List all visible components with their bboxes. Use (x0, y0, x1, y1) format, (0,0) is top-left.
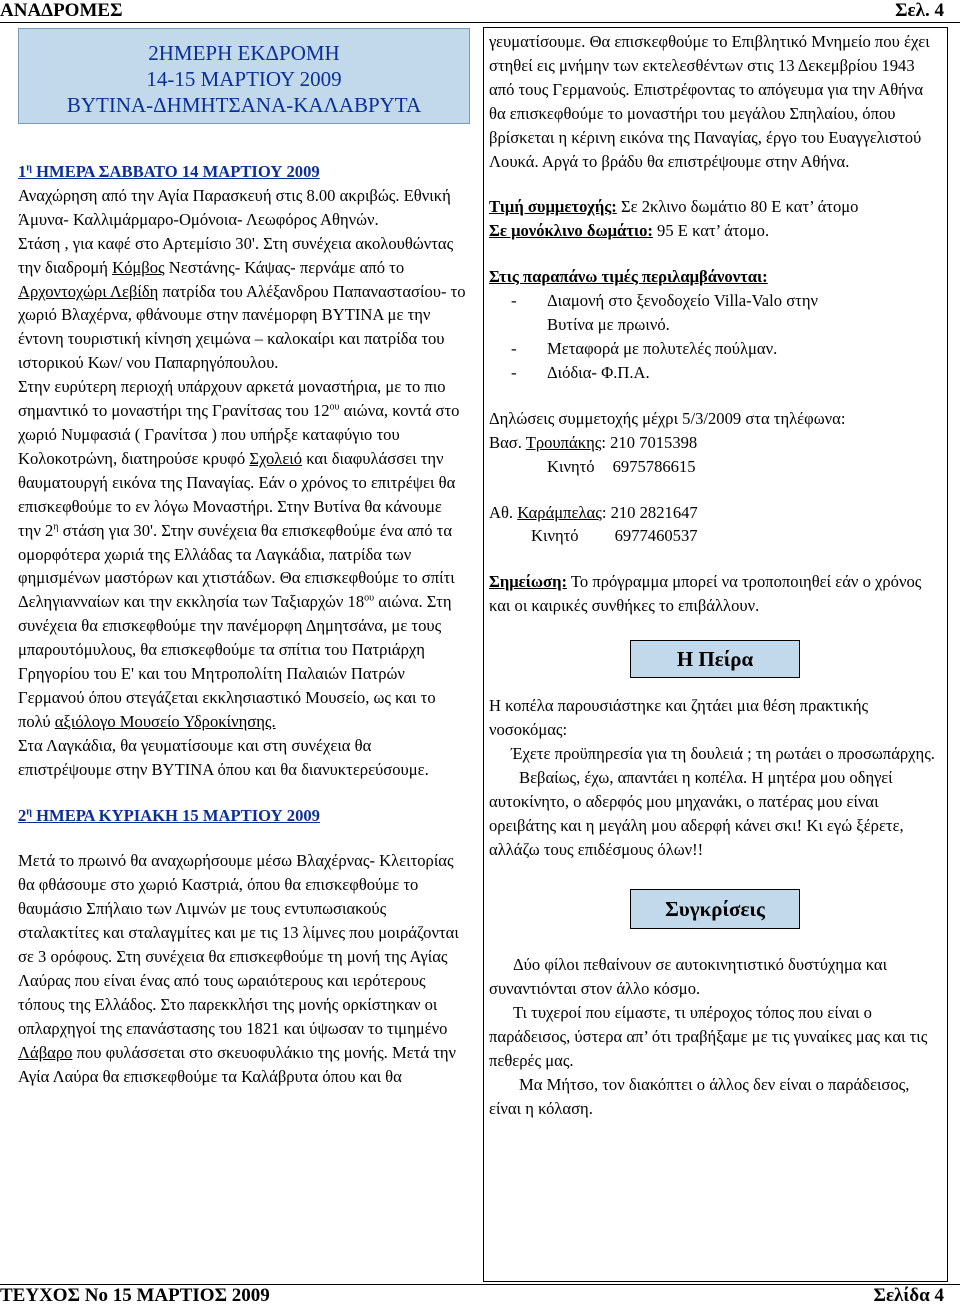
sygkriseis-title: Συγκρίσεις (665, 897, 765, 922)
link-kombos[interactable]: Κόμβος (112, 257, 165, 277)
peira-paragraph-3: Βεβαίως, έχω, απαντάει η κοπέλα. Η μητέρα μου οδηγεί αυτοκίνητο, ο αδερφός μου μηχανάκι, ο πατέρας μου είναι ορειβάτης και η μεγάλη μου αδερφή κάνει σκι! Κι εγώ ξέρετε, αλλάζω τους επιδέσμους όλων!! (489, 767, 904, 859)
list-item: - Διόδια- Φ.Π.Α. (511, 362, 650, 382)
left-column (18, 160, 468, 1089)
includes-list (489, 289, 941, 385)
day2-continued: γευματίσουμε. Θα επισκεφθούμε το Επιβλητικό Μνημείο που έχει στηθεί εις μνήμην των εκτελεσθέντων στις 13 Δεκεμβρίου 1943 από τους Γερμανούς. Επιστρέφοντας το απόγευμα για την Αθήνα θα επισκεφθούμε το μοναστήρι του μεγάλου Σπηλαίου, όπου βρίσκεται η κέρινη εικόνα της Παναγίας, έργο του Ευαγγελιστού Λουκά. Αργά το βράδυ θα επιστρέψουμε στην Αθήνα. (489, 32, 930, 171)
sygkriseis-paragraph-1: Δύο φίλοι πεθαίνουν σε αυτοκινητιστικό δυστύχημα και συναντιόνται στον άλλο κόσμο. (489, 955, 888, 999)
day1-monasteries: Στην ευρύτερη περιοχή υπάρχουν αρκετά μοναστήρια, με το πιο σημαντικό το μοναστήρι της Γρανίτσας του $12^{o\upsilon}$ αιώνα, κοντά στο χωριό Νυμφασιά ( Γρανίτσα ) που υπήρξε καταφύγιο του Κολοκοτρώνη, διατηρούσε κρυφό Σχολειό και διαφυλάσσει την θαυματουργή εικόνα της Παναγίας. Εάν ο χρόνος το επιτρέψει θα επισκεφθούμε το εν λόγω Μοναστήρι. Στην Βυτίνα θα κάνουμε την $2^\eta$ στάση για 30'. Στην συνέχεια θα επισκεφθούμε ένα από τα ομορφότερα χωριά της Ελλάδας τα Λαγκάδια, πατρίδα των φημισμένων μαστόρων και χτιστάδων. Θα επισκεφθούμε το σπίτι Δεληγιανναίων και την εκκλησία των Ταξιαρχών $18^{o\upsilon}$ αιώνα. Στη συνέχεια θα επισκεφθούμε την πανέμορφη Δημητσάνα, με τους μπαρουτόμυλους, θα επισκεφθούμε τα σπίτια του Πατριάρχη Γρηγορίου του Ε' και του Μητροπολίτη Παλαιών Πατρών Γερμανού όπου στεγάζεται εκκλησιαστικό Μουσείο, ως και το πολύ αξιόλογο Μουσείο Υδροκίνησης. (18, 377, 460, 731)
link-lavaro[interactable]: Λάβαρο (18, 1042, 73, 1062)
peira-paragraph-2: Έχετε προϋπηρεσία για τη δουλειά ; τη ρωτάει ο προσωπάρχης. (511, 743, 935, 763)
peira-title: Η Πείρα (676, 647, 754, 672)
list-item: - Μεταφορά με πολυτελές πούλμαν. (511, 338, 778, 358)
page-header (0, 0, 960, 20)
title-line-2: 14-15 ΜΑΡΤΙΟΥ 2009 (146, 67, 342, 91)
sygkriseis-title-box (630, 889, 800, 929)
sygkriseis-paragraph-2: Τι τυχεροί που είμαστε, τι υπέροχος τόπος που είναι ο παράδεισος, ύστερα απ’ ότι τραβήξαμε με τις γυναίκες μας και τις πεθερές μας. (489, 1003, 928, 1071)
link-museum[interactable]: αξιόλογο Μουσείο Υδροκίνησης. (54, 711, 276, 731)
title-line-1: 2ΗΜΕΡΗ ΕΚΔΡΟΜΗ (148, 41, 340, 65)
list-item: - Διαμονή στο ξενοδοχείο Villa-Valo στην Βυτίνα με πρωινό. (511, 291, 819, 335)
link-scholeio[interactable]: Σχολειό (249, 448, 303, 468)
day1-route: Στάση , για καφέ στο Αρτεμίσιο 30'. Στη συνέχεια ακολουθώντας την διαδρομή Κόμβος Νεστάνης- Κάψας- περνάμε από το Αρχοντοχώρι Λεβίδη πατρίδα του Αλέξανδρου Παπαναστασίου- το χωριό Βλαχέρνα, φθάνουμε στην πανέμορφη ΒΥΤΙΝΑ με την έντονη τουριστική κίνηση χειμώνα – καλοκαίρι και πατρίδα του ιστορικού Κων/ νου Παπαρηγόπουλου. (18, 233, 466, 373)
includes-heading: Στις παραπάνω τιμές περιλαμβάνονται: (489, 267, 768, 287)
contact-1-mobile: Κινητό 6975786615 (547, 456, 696, 476)
link-archontochori[interactable]: Αρχοντοχώρι Λεβίδη (18, 281, 159, 301)
price-double: Τιμή συμμετοχής: Σε 2κλινο δωμάτιο 80 Ε κατ’ άτομο (489, 197, 859, 217)
day1-lunch: Στα Λαγκάδια, θα γευματίσουμε και στη συνέχεια θα επιστρέψουμε στην ΒΥΤΙΝΑ όπου και θα διανυκτερεύσουμε. (18, 735, 429, 779)
sygkriseis-paragraph-3: Μα Μήτσο, τον διακόπτει ο άλλος δεν είναι ο παράδεισος, είναι η κόλαση. (489, 1075, 910, 1118)
contact-2-mobile: Κινητό 6977460537 (531, 526, 698, 546)
contact-2-phone: Αθ. Καράμπελας: 210 2821647 (489, 502, 698, 522)
price-single: Σε μονόκλινο δωμάτιο: 95 Ε κατ’ άτομο. (489, 221, 770, 241)
issue-label: ΤΕΥΧΟΣ Νο 15 ΜΑΡΤΙΟΣ 2009 (0, 1285, 270, 1306)
day1-departure: Αναχώρηση από την Αγία Παρασκευή στις 8.00 ακριβώς. Εθνική Άμυνα- Καλλιμάρμαρο-Ομόνοια- Λεωφόρος Αθηνών. (18, 185, 451, 229)
page-number: Σελ. 4 (895, 0, 944, 21)
right-column (489, 30, 941, 1121)
program-note: Σημείωση: Το πρόγραμμα μπορεί να τροποποιηθεί εάν ο χρόνος και οι καιρικές συνθήκες το επιβάλλουν. (489, 572, 922, 616)
day2-heading: $2^\eta$ ΗΜΕΡΑ ΚΥΡΙΑΚΗ 15 ΜΑΡΤΙΟΥ 2009 (18, 805, 320, 825)
registration-intro: Δηλώσεις συμμετοχής μέχρι 5/3/2009 στα τηλέφωνα: (489, 408, 846, 428)
excursion-title-box (18, 28, 470, 124)
day2-program: Μετά το πρωινό θα αναχωρήσουμε μέσω Βλαχέρνας- Κλειτορίας θα φθάσουμε στο χωριό Καστριά, όπου θα επισκεφθούμε το θαυμάσιο Σπήλαιο των Λιμνών με τους εντυπωσιακούς σταλακτίτες και σταλαγμίτες και με τις 13 λίμνες που μοιράζονται σε 3 ορόφους. Στη συνέχεια θα επισκεφθούμε τη μονή της Αγίας Λαύρας που είναι ένας από τους ωραιότερους και ιερότερους τόπους της Ελλάδος. Στο παρεκκλήσι της μονής ορκίστηκαν οι οπλαρχηγοί της επανάστασης του 1821 και ύψωσαν το τιμημένο Λάβαρο που φυλάσσεται στο σκευοφυλάκιο της μονής. Μετά την Αγία Λαύρα θα επισκεφθούμε τα Καλάβρυτα όπου και θα (18, 851, 459, 1086)
day1-heading: $1^\eta$ ΗΜΕΡΑ ΣΑΒΒΑΤΟ 14 ΜΑΡΤΙΟΥ 2009 (18, 162, 320, 181)
title-line-3: ΒΥΤΙΝΑ-ΔΗΜΗΤΣΑΝΑ-ΚΑΛΑΒΡΥΤΑ (66, 93, 422, 117)
contact-1-phone: Βασ. Τρουπάκης: 210 7015398 (489, 432, 698, 452)
peira-title-box (630, 640, 800, 678)
page-footer (0, 1286, 960, 1306)
header-rule (0, 22, 960, 23)
peira-paragraph-1: Η κοπέλα παρουσιάστηκε και ζητάει μια θέση πρακτικής νοσοκόμας: (489, 696, 869, 740)
section-name: ΑΝΑΔΡΟΜΕΣ (0, 0, 123, 21)
footer-page-number: Σελίδα 4 (873, 1285, 944, 1306)
